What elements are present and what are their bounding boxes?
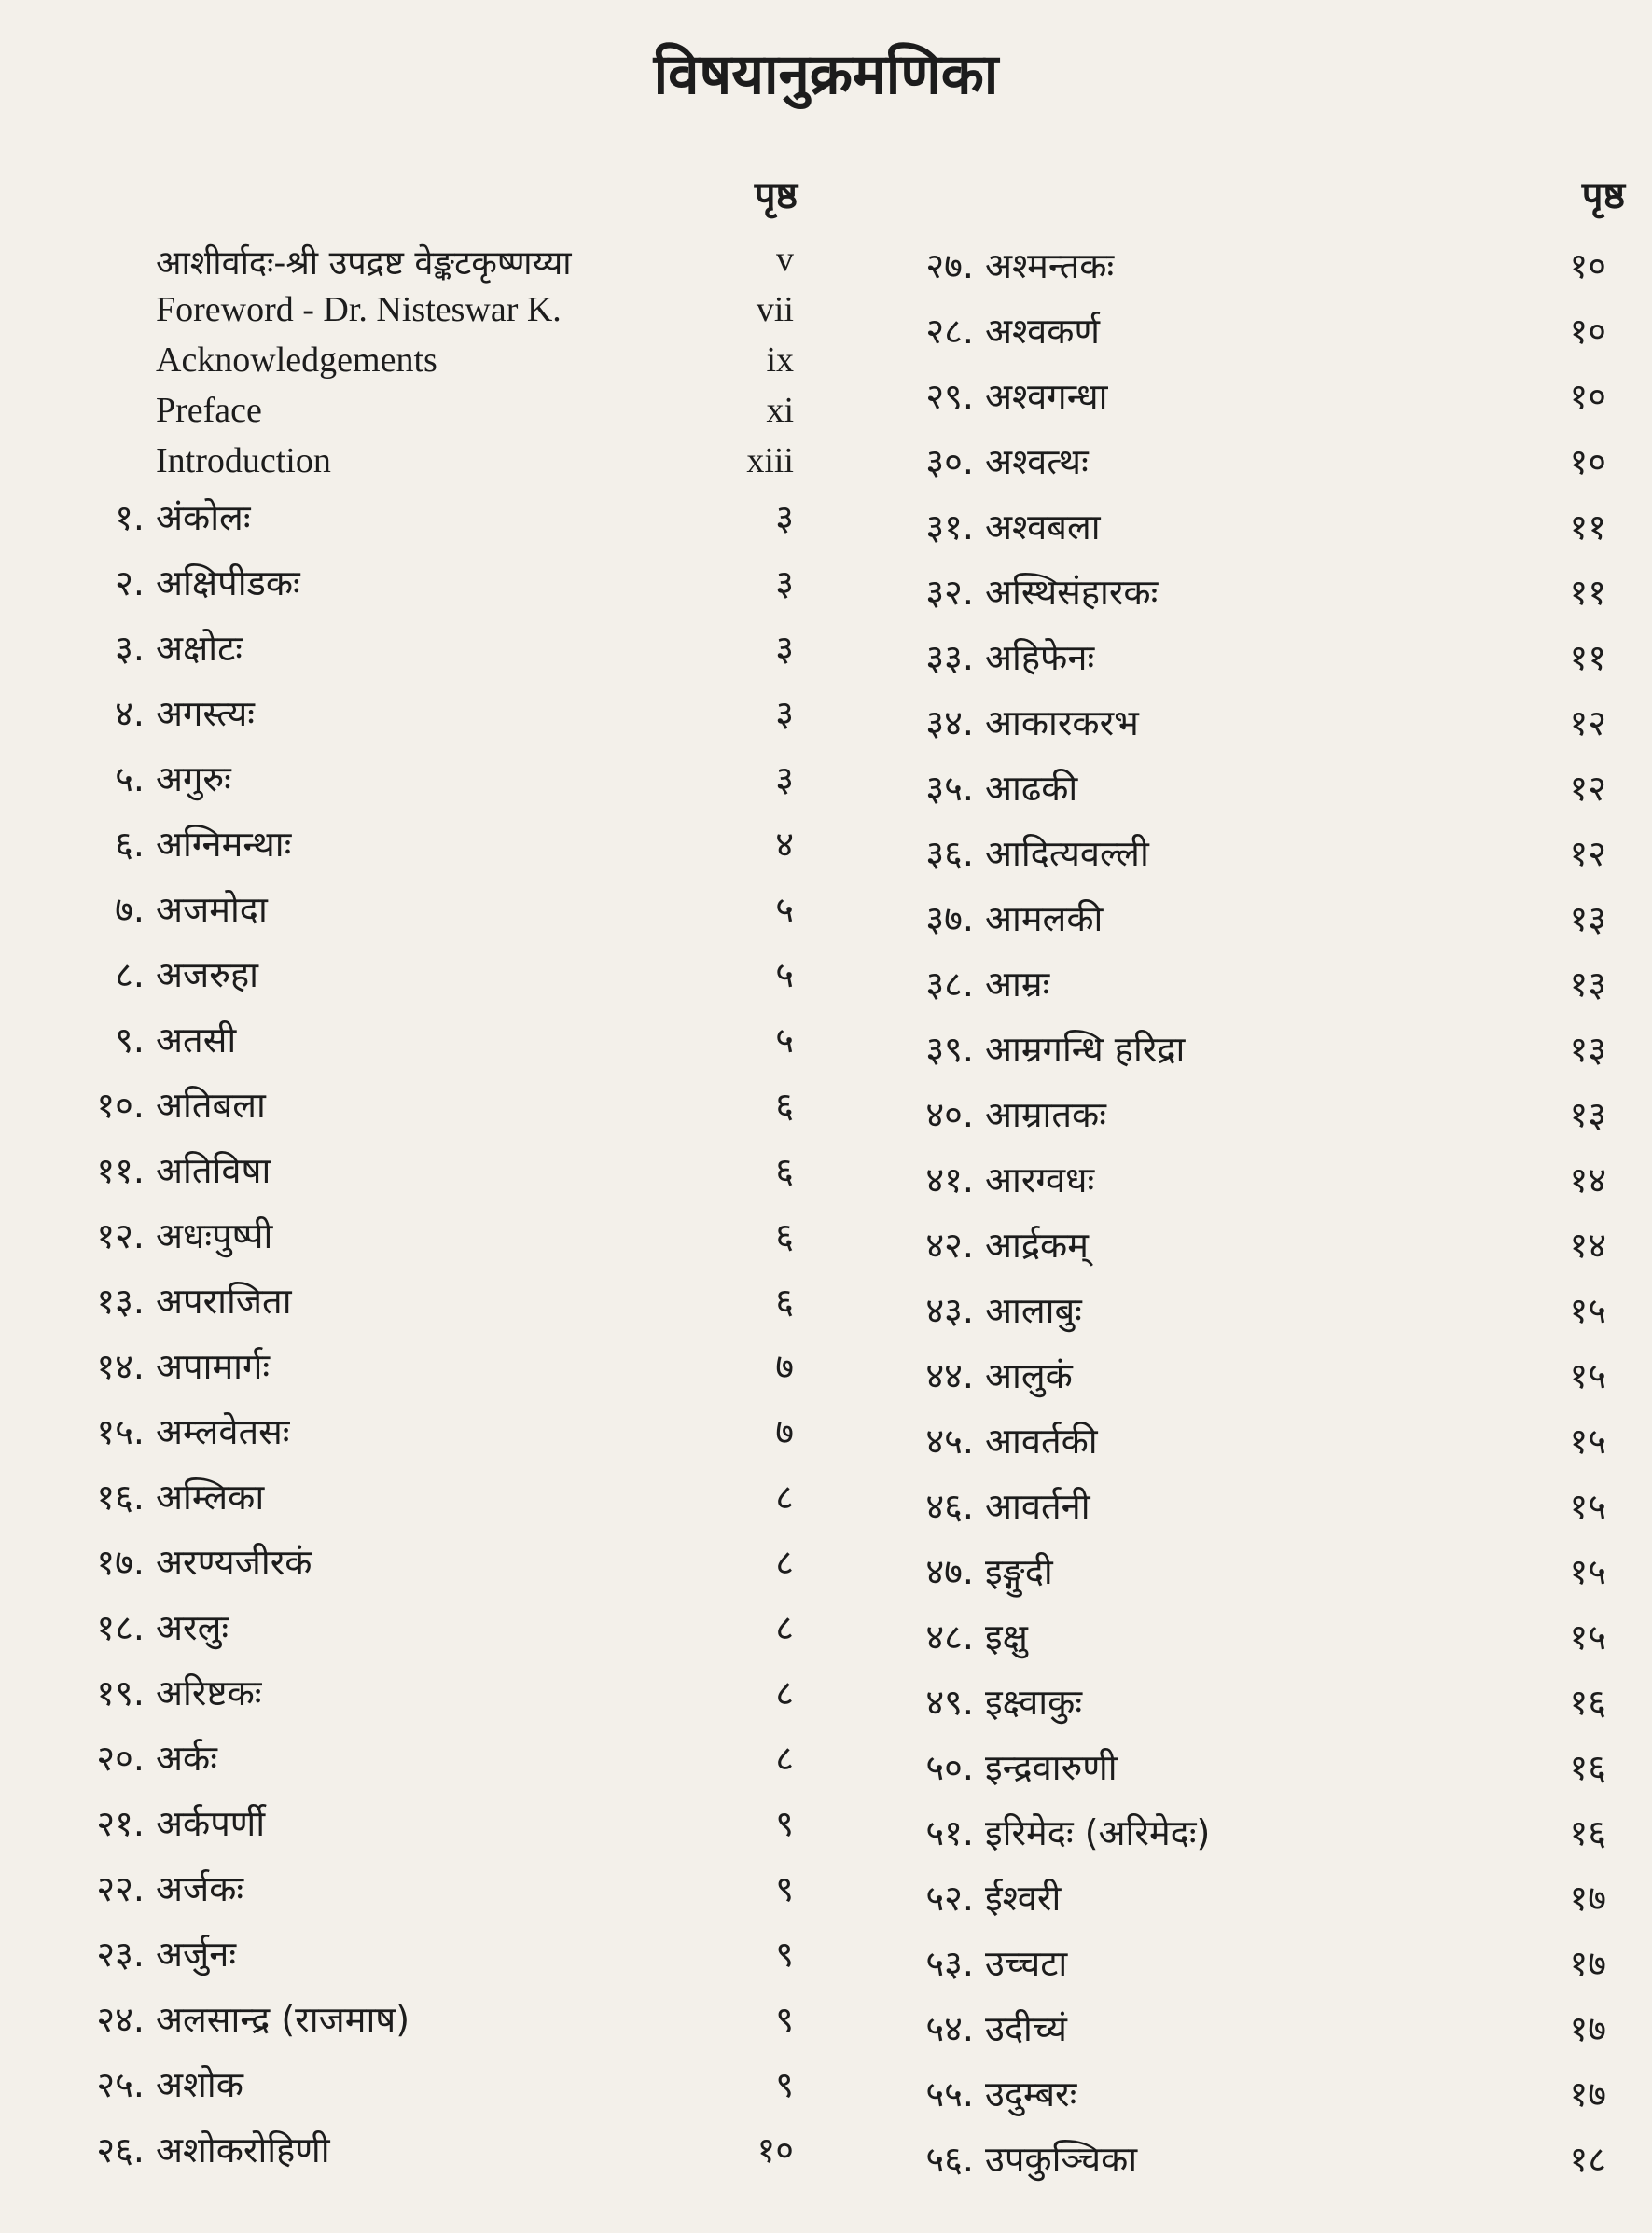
page-title: विषयानुक्रमणिका: [653, 42, 999, 107]
entry-page: १७: [1569, 2008, 1606, 2049]
toc-entry: [851, 1537, 1625, 1602]
entry-number: ५५.: [925, 2074, 974, 2115]
toc-entry: [51, 1267, 798, 1332]
toc-entry: [51, 1463, 798, 1528]
entry-name: अक्षोटः: [156, 628, 243, 669]
entry-name: अस्थिसंहारकः: [985, 572, 1159, 613]
entry-page: ७: [775, 1411, 794, 1452]
toc-entry: [851, 623, 1625, 688]
front-matter-page: ix: [766, 340, 794, 380]
entry-name: अलसान्द्र (राजमाष): [156, 1999, 410, 2040]
front-matter-row: [51, 332, 798, 382]
entry-number: २१.: [96, 1803, 145, 1844]
entry-number: ५४.: [925, 2008, 974, 2049]
entry-number: ५२.: [925, 1878, 974, 1919]
entry-name: आलुकं: [985, 1355, 1073, 1396]
entry-page: १२: [1569, 768, 1606, 809]
entry-page: १४: [1569, 1225, 1606, 1266]
entry-name: अश्वकर्ण: [985, 311, 1100, 352]
entry-name: इरिमेदः (अरिमेदः): [985, 1812, 1211, 1853]
toc-entry: [51, 1397, 798, 1463]
entry-number: ५.: [115, 758, 145, 799]
entry-number: ५१.: [925, 1812, 974, 1853]
entry-page: १६: [1569, 1682, 1606, 1723]
front-matter-row: [51, 231, 798, 282]
front-matter-title: आशीर्वादः-श्री उपद्रष्ट वेङ्कटकृष्णय्या: [156, 244, 572, 283]
entry-page: १५: [1569, 1355, 1606, 1396]
entry-name: अधःपुष्पी: [156, 1215, 273, 1256]
entry-number: १९.: [96, 1672, 145, 1713]
toc-entry: [851, 884, 1625, 950]
entry-page: १०: [1569, 376, 1606, 417]
toc-entry: [51, 1724, 798, 1789]
entry-name: अजरुहा: [156, 954, 258, 995]
entry-page: ५: [775, 889, 794, 930]
entry-number: १.: [115, 497, 145, 538]
toc-entry: [51, 2050, 798, 2115]
entry-name: अरलुः: [156, 1607, 229, 1648]
entry-page: १२: [1569, 833, 1606, 874]
entry-number: ६.: [115, 824, 145, 865]
toc-entry: [851, 688, 1625, 754]
toc-entry: [851, 1211, 1625, 1276]
toc-entry: [51, 548, 798, 614]
entry-page: १६: [1569, 1747, 1606, 1788]
toc-entry: [851, 2125, 1625, 2190]
entry-page: ६: [775, 1281, 794, 1322]
entry-name: इङ्गुदी: [985, 1551, 1053, 1592]
entry-number: ४६.: [925, 1486, 974, 1527]
entry-number: १५.: [96, 1411, 145, 1452]
toc-entry: [51, 1136, 798, 1201]
entry-name: अश्वगन्धा: [985, 376, 1108, 417]
entry-name: आवर्तकी: [985, 1421, 1098, 1462]
entry-number: ३८.: [925, 964, 974, 1005]
entry-name: आलाबुः: [985, 1290, 1082, 1331]
entry-name: आम्रगन्धि हरिद्रा: [985, 1029, 1186, 1070]
toc-entry: [51, 1789, 798, 1854]
front-matter-row: [51, 382, 798, 433]
entry-name: इन्द्रवारुणी: [985, 1747, 1118, 1788]
entry-page: ९: [775, 1803, 794, 1844]
entry-page: १७: [1569, 2074, 1606, 2115]
entry-page: ९: [775, 1999, 794, 2040]
front-matter-row: [51, 433, 798, 483]
toc-entry: [851, 1145, 1625, 1211]
entry-page: ९: [775, 1868, 794, 1909]
front-matter-title: Preface: [156, 391, 262, 430]
entry-page: ८: [775, 1542, 794, 1583]
entry-name: इक्ष्वाकुः: [985, 1682, 1083, 1723]
left-entry-list: [51, 483, 798, 2181]
entry-name: ईश्वरी: [985, 1878, 1062, 1919]
toc-entry: [851, 950, 1625, 1015]
toc-entry: [851, 819, 1625, 884]
entry-page: ९: [775, 2064, 794, 2105]
toc-entry: [851, 1341, 1625, 1407]
entry-page: १५: [1569, 1486, 1606, 1527]
toc-entry: [51, 1332, 798, 1397]
entry-page: १५: [1569, 1421, 1606, 1462]
entry-page: ३: [775, 693, 794, 734]
entry-page: ५: [775, 1019, 794, 1061]
entry-page: ६: [775, 1085, 794, 1126]
front-matter-title: Introduction: [156, 441, 331, 480]
entry-name: आमलकी: [985, 898, 1104, 939]
front-matter-list: [51, 231, 798, 483]
toc-entry: [851, 1080, 1625, 1145]
entry-page: १३: [1569, 964, 1606, 1005]
entry-page: ३: [775, 497, 794, 538]
entry-number: ३३.: [925, 637, 974, 678]
entry-number: ३४.: [925, 702, 974, 743]
toc-entry: [851, 1602, 1625, 1668]
entry-number: ३०.: [925, 441, 974, 482]
entry-name: उदुम्बरः: [985, 2074, 1077, 2115]
toc-entry: [51, 1658, 798, 1724]
entry-name: आढकी: [985, 768, 1078, 809]
toc-entry: [851, 1864, 1625, 1929]
toc-entry: [51, 875, 798, 940]
entry-number: ८.: [115, 954, 145, 995]
entry-number: ३९.: [925, 1029, 974, 1070]
entry-name: अपामार्गः: [156, 1346, 271, 1387]
right-page-header: पृष्ठ: [1581, 174, 1625, 217]
entry-page: ४: [775, 824, 794, 865]
toc-entry: [51, 2115, 798, 2181]
entry-page: ९: [775, 1934, 794, 1975]
entry-number: २२.: [96, 1868, 145, 1909]
toc-entry: [51, 1854, 798, 1920]
entry-name: अंकोलः: [156, 497, 251, 538]
toc-entry: [851, 1015, 1625, 1080]
toc-entry: [851, 492, 1625, 558]
entry-number: ४०.: [925, 1094, 974, 1135]
entry-page: ११: [1569, 506, 1606, 548]
entry-number: ३५.: [925, 768, 974, 809]
entry-name: अश्मन्तकः: [985, 245, 1115, 286]
entry-page: १८: [1569, 2139, 1606, 2180]
entry-number: १३.: [96, 1281, 145, 1322]
entry-name: आदित्यवल्ली: [985, 833, 1149, 874]
entry-page: १०: [1569, 311, 1606, 352]
entry-number: ५३.: [925, 1943, 974, 1984]
entry-name: अजमोदा: [156, 889, 268, 930]
entry-page: १४: [1569, 1159, 1606, 1200]
entry-number: २०.: [96, 1738, 145, 1779]
entry-page: १५: [1569, 1290, 1606, 1331]
entry-name: उच्चटा: [985, 1943, 1068, 1984]
toc-entry: [51, 679, 798, 744]
toc-entry: [851, 1798, 1625, 1864]
entry-name: अर्कपर्णी: [156, 1803, 266, 1844]
entry-name: आम्रः: [985, 964, 1050, 1005]
entry-number: १८.: [96, 1607, 145, 1648]
entry-page: ३: [775, 562, 794, 603]
toc-entry: [851, 1276, 1625, 1341]
toc-entry: [51, 940, 798, 1006]
entry-page: ८: [775, 1672, 794, 1713]
entry-number: ४.: [115, 693, 145, 734]
entry-page: १७: [1569, 1943, 1606, 1984]
entry-name: आकारकरभ: [985, 702, 1139, 743]
toc-entry: [851, 231, 1625, 297]
entry-page: १३: [1569, 898, 1606, 939]
entry-name: उपकुञ्चिका: [985, 2139, 1138, 2180]
entry-page: १०: [757, 2129, 794, 2171]
entry-number: २५.: [96, 2064, 145, 2105]
entry-page: १३: [1569, 1029, 1606, 1070]
toc-entry: [851, 1929, 1625, 1994]
entry-page: १३: [1569, 1094, 1606, 1135]
toc-entry: [51, 1006, 798, 1071]
entry-page: १२: [1569, 702, 1606, 743]
entry-name: अपराजिता: [156, 1281, 292, 1322]
entry-name: इक्षु: [985, 1616, 1028, 1657]
entry-page: ११: [1569, 572, 1606, 613]
entry-page: ३: [775, 628, 794, 669]
toc-entry: [851, 297, 1625, 362]
toc-entry: [851, 427, 1625, 492]
entry-name: अतिविषा: [156, 1150, 271, 1191]
entry-number: १७.: [96, 1542, 145, 1583]
entry-page: ७: [775, 1346, 794, 1387]
right-entry-list: [851, 231, 1625, 2190]
entry-name: आवर्तनी: [985, 1486, 1090, 1527]
entry-name: अश्वत्थः: [985, 441, 1089, 482]
left-page-header: पृष्ठ: [754, 174, 798, 217]
entry-name: आरग्वधः: [985, 1159, 1095, 1200]
entry-page: ८: [775, 1738, 794, 1779]
front-matter-page: v: [776, 240, 794, 279]
entry-page: १६: [1569, 1812, 1606, 1853]
toc-entry: [851, 1407, 1625, 1472]
entry-name: अगुरुः: [156, 758, 231, 799]
entry-number: ४१.: [925, 1159, 974, 1200]
toc-entry: [51, 614, 798, 679]
entry-page: १७: [1569, 1878, 1606, 1919]
toc-entry: [51, 1985, 798, 2050]
toc-entry: [851, 558, 1625, 623]
entry-number: ४३.: [925, 1290, 974, 1331]
entry-number: १२.: [96, 1215, 145, 1256]
toc-entry: [51, 483, 798, 548]
entry-page: ६: [775, 1215, 794, 1256]
toc-entry: [51, 1071, 798, 1136]
entry-number: ३१.: [925, 506, 974, 548]
entry-number: ९.: [115, 1019, 145, 1061]
entry-number: ४५.: [925, 1421, 974, 1462]
toc-entry: [851, 1472, 1625, 1537]
entry-number: १०.: [96, 1085, 145, 1126]
entry-page: ८: [775, 1607, 794, 1648]
entry-name: आम्रातकः: [985, 1094, 1106, 1135]
toc-entry: [851, 754, 1625, 819]
entry-number: ४४.: [925, 1355, 974, 1396]
entry-number: २.: [115, 562, 145, 603]
entry-page: ५: [775, 954, 794, 995]
entry-page: १०: [1569, 441, 1606, 482]
entry-name: अशोक: [156, 2064, 243, 2105]
entry-name: अर्कः: [156, 1738, 217, 1779]
entry-page: १०: [1569, 245, 1606, 286]
entry-number: ३.: [115, 628, 145, 669]
entry-number: ३७.: [925, 898, 974, 939]
entry-page: ६: [775, 1150, 794, 1191]
front-matter-row: [51, 282, 798, 332]
front-matter-title: Acknowledgements: [156, 340, 437, 380]
entry-number: १४.: [96, 1346, 145, 1387]
front-matter-page: xi: [766, 391, 794, 430]
toc-entry: [51, 744, 798, 810]
toc-entry: [851, 2060, 1625, 2125]
entry-name: अक्षिपीडकः: [156, 562, 300, 603]
entry-number: ४७.: [925, 1551, 974, 1592]
entry-number: २३.: [96, 1934, 145, 1975]
toc-entry: [51, 1528, 798, 1593]
entry-page: १५: [1569, 1551, 1606, 1592]
entry-name: अर्जकः: [156, 1868, 244, 1909]
entry-number: ४९.: [925, 1682, 974, 1723]
entry-name: अरण्यजीरकं: [156, 1542, 312, 1583]
entry-name: अश्वबला: [985, 506, 1101, 548]
entry-number: २६.: [96, 2129, 145, 2171]
entry-name: अगस्त्यः: [156, 693, 255, 734]
toc-entry: [51, 1593, 798, 1658]
front-matter-page: vii: [756, 290, 794, 329]
entry-number: ४८.: [925, 1616, 974, 1657]
entry-name: अग्निमन्थाः: [156, 824, 292, 865]
toc-entry: [51, 810, 798, 875]
entry-name: उदीच्यं: [985, 2008, 1067, 2049]
entry-page: १५: [1569, 1616, 1606, 1657]
entry-name: अतसी: [156, 1019, 237, 1061]
entry-number: ४२.: [925, 1225, 974, 1266]
entry-name: अम्लिका: [156, 1477, 265, 1518]
entry-name: आर्द्रकम्: [985, 1225, 1089, 1266]
entry-name: अरिष्टकः: [156, 1672, 262, 1713]
entry-page: ११: [1569, 637, 1606, 678]
entry-number: ३६.: [925, 833, 974, 874]
entry-number: २७.: [925, 245, 974, 286]
entry-number: ५०.: [925, 1747, 974, 1788]
entry-name: अतिबला: [156, 1085, 266, 1126]
entry-page: ८: [775, 1477, 794, 1518]
entry-number: ५६.: [925, 2139, 974, 2180]
front-matter-page: xiii: [746, 441, 794, 480]
toc-entry: [851, 1733, 1625, 1798]
entry-name: अर्जुनः: [156, 1934, 236, 1975]
entry-name: अम्लवेतसः: [156, 1411, 290, 1452]
entry-name: अहिफेनः: [985, 637, 1095, 678]
front-matter-title: Foreword - Dr. Nisteswar K.: [156, 290, 562, 329]
entry-number: २४.: [96, 1999, 145, 2040]
toc-entry: [51, 1201, 798, 1267]
toc-entry: [851, 1668, 1625, 1733]
entry-number: २८.: [925, 311, 974, 352]
entry-name: अशोकरोहिणी: [156, 2129, 330, 2171]
entry-number: २९.: [925, 376, 974, 417]
entry-number: ३२.: [925, 572, 974, 613]
toc-entry: [851, 362, 1625, 427]
toc-entry: [851, 1994, 1625, 2060]
entry-page: ३: [775, 758, 794, 799]
toc-entry: [51, 1920, 798, 1985]
entry-number: १६.: [96, 1477, 145, 1518]
entry-number: ७.: [115, 889, 145, 930]
entry-number: ११.: [96, 1150, 145, 1191]
